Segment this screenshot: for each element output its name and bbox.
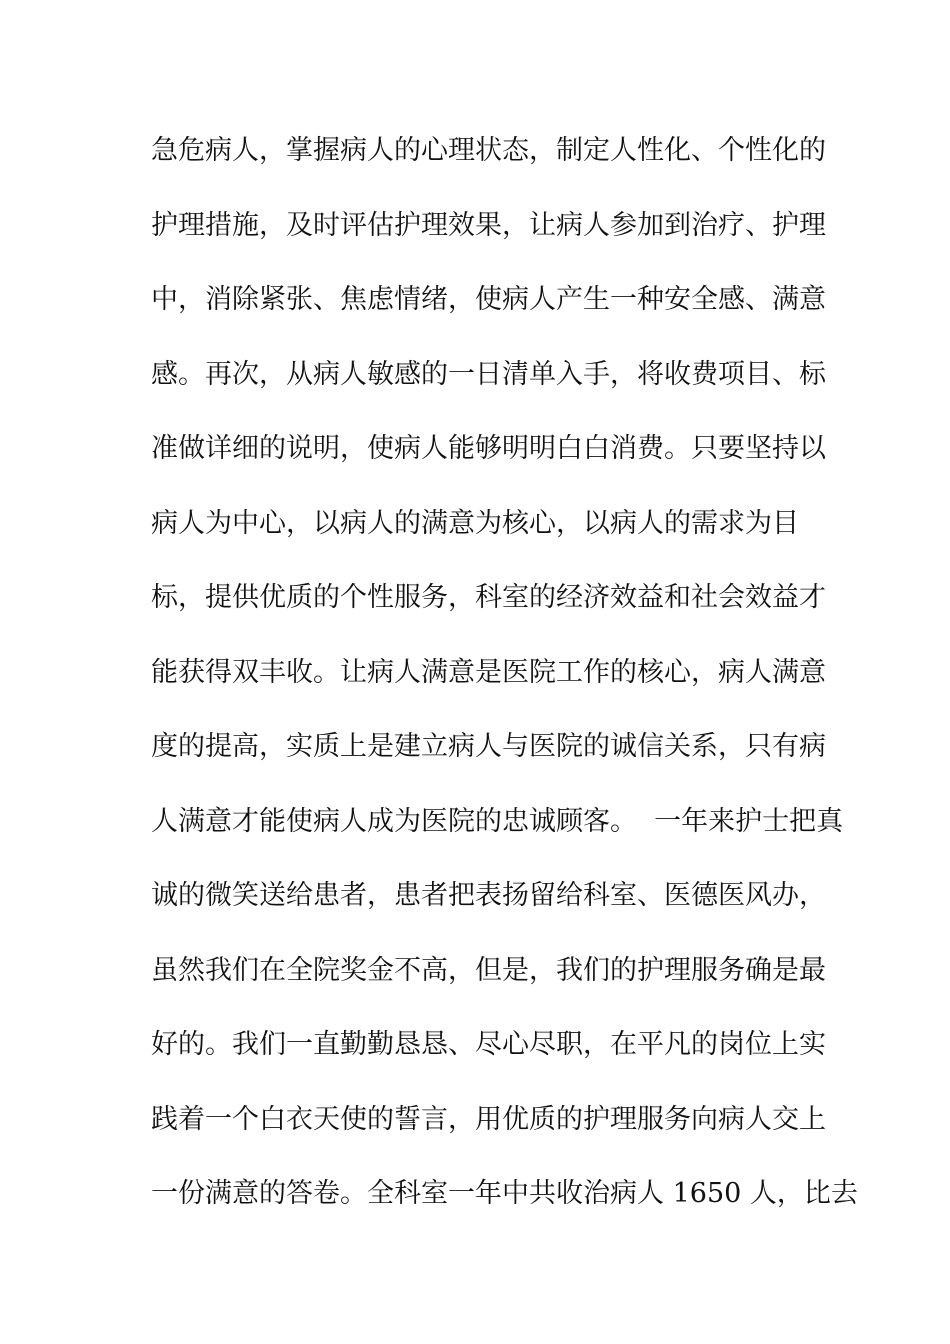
- text-line: 标，提供优质的个性服务，科室的经济效益和社会效益才: [151, 582, 826, 613]
- text-line: 能获得双丰收。让病人满意是医院工作的核心，病人满意: [151, 656, 826, 688]
- text-line: 感。再次，从病人敏感的一日清单入手，将收费项目、标: [151, 358, 826, 390]
- text-line: 急危病人，掌握病人的心理状态，制定人性化、个性化的: [151, 135, 826, 166]
- body-text: [151, 128, 858, 1246]
- text-line: 度的提高，实质上是建立病人与医院的诚信关系，只有病: [151, 731, 826, 762]
- text-line: 人满意才能使病人成为医院的忠诚顾客。 一年来护士把真: [151, 805, 844, 837]
- text-line: 准做详细的说明，使病人能够明明白白消费。只要坚持以: [151, 433, 826, 464]
- text-line: 护理措施，及时评估护理效果，让病人参加到治疗、护理: [151, 209, 826, 241]
- text-line: 中，消除紧张、焦虑情绪，使病人产生一种安全感、满意: [151, 284, 826, 315]
- text-line: 好的。我们一直勤勤恳恳、尽心尽职，在平凡的岗位上实: [151, 1029, 826, 1060]
- text-line: 诚的微笑送给患者，患者把表扬留给科室、医德医风办，: [151, 880, 826, 911]
- text-line: 一份满意的答卷。全科室一年中共收治病人 1650 人，比去: [151, 1178, 858, 1209]
- text-line: 病人为中心，以病人的满意为核心，以病人的需求为目: [151, 507, 799, 539]
- text-line: 践着一个白衣天使的誓言，用优质的护理服务向病人交上: [151, 1103, 826, 1135]
- text-line: 虽然我们在全院奖金不高，但是，我们的护理服务确是最: [151, 954, 826, 986]
